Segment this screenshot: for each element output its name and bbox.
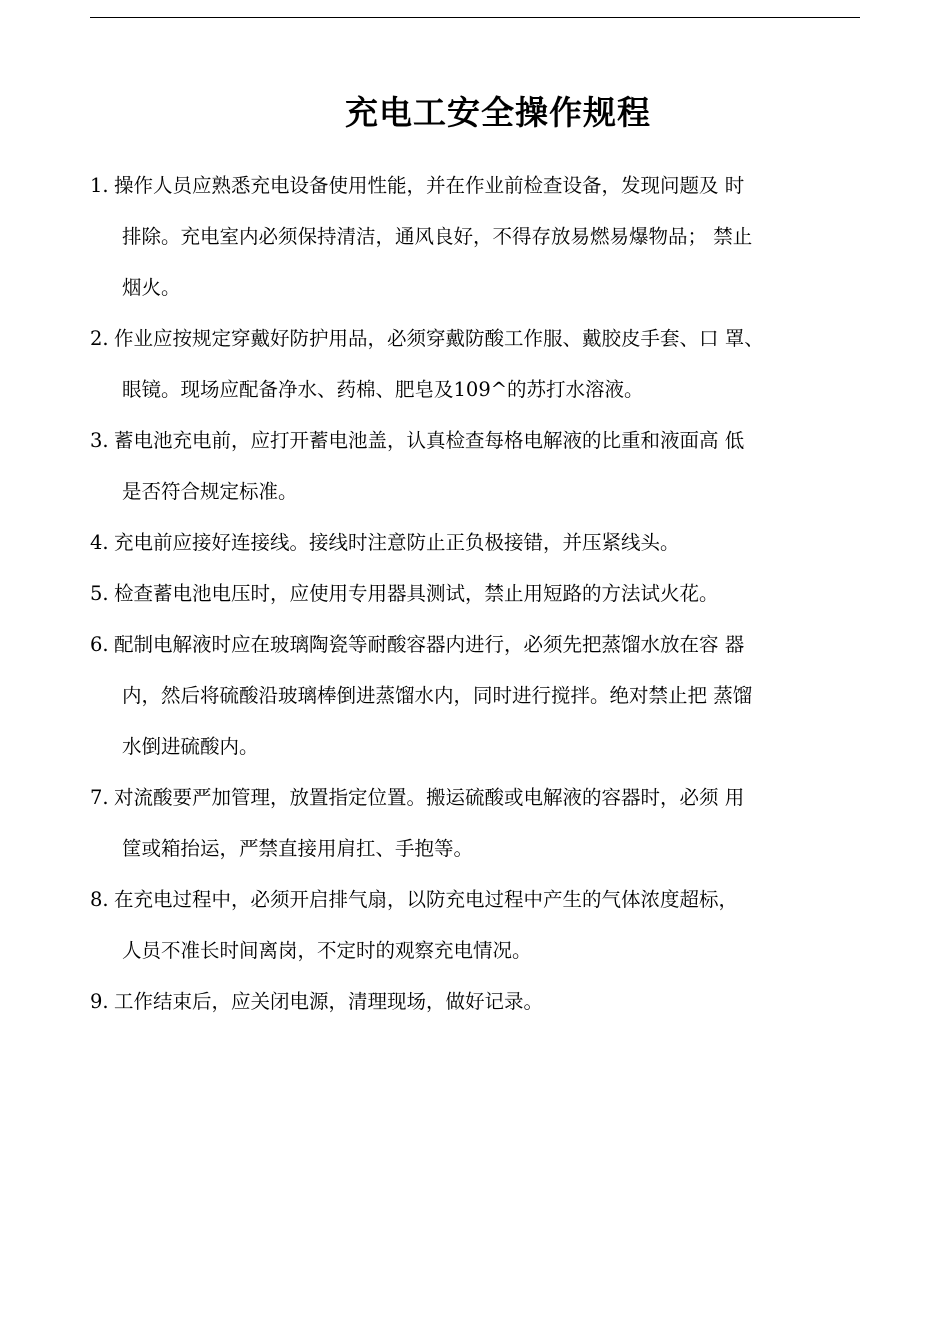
rule-text: 蓄电池充电前，应打开蓄电池盖，认真检查每格电解液的比重和液面高 低 xyxy=(114,429,745,452)
rule-item xyxy=(90,415,870,517)
rule-line: 烟火。 xyxy=(122,276,181,299)
rule-line xyxy=(90,517,870,568)
rule-line: 内，然后将硫酸沿玻璃棒倒进蒸馏水内，同时进行搅拌。绝对禁止把 蒸馏 xyxy=(122,684,753,707)
rule-line xyxy=(90,619,870,670)
rule-text: 工作结束后，应关闭电源，清理现场，做好记录。 xyxy=(114,990,544,1013)
rule-line: 人员不准长时间离岗，不定时的观察充电情况。 xyxy=(122,939,532,962)
rule-item xyxy=(90,160,870,313)
rule-text: 充电前应接好连接线。接线时注意防止正负极接错，并压紧线头。 xyxy=(114,531,680,554)
page-title: 充电工安全操作规程 xyxy=(345,93,651,132)
rule-item xyxy=(90,619,870,772)
rule-number: 7. xyxy=(90,786,109,809)
rule-line: 水倒进硫酸内。 xyxy=(122,735,259,758)
rules-list xyxy=(90,160,870,1027)
rule-text: 检查蓄电池电压时，应使用专用器具测试，禁止用短路的方法试火花。 xyxy=(114,582,719,605)
rule-text: 操作人员应熟悉充电设备使用性能，并在作业前检查设备，发现问题及 时 xyxy=(114,174,745,197)
rule-line xyxy=(90,160,870,211)
rule-text: 配制电解液时应在玻璃陶瓷等耐酸容器内进行，必须先把蒸馏水放在容 器 xyxy=(114,633,745,656)
rule-line xyxy=(90,772,870,823)
rule-number: 5. xyxy=(90,582,109,605)
rule-number: 1. xyxy=(90,174,109,197)
rule-item xyxy=(90,313,870,415)
rule-line: 筐或箱抬运，严禁直接用肩扛、手抱等。 xyxy=(122,837,474,860)
header-rule xyxy=(90,17,860,18)
rule-item xyxy=(90,772,870,874)
rule-number: 6. xyxy=(90,633,109,656)
rule-line xyxy=(90,415,870,466)
rule-number: 8. xyxy=(90,888,109,911)
rule-text: 对流酸要严加管理，放置指定位置。搬运硫酸或电解液的容器时，必须 用 xyxy=(114,786,745,809)
rule-number: 9. xyxy=(90,990,109,1013)
rule-item xyxy=(90,568,870,619)
rule-text: 在充电过程中，必须开启排气扇，以防充电过程中产生的气体浓度超标， xyxy=(114,888,739,911)
rule-item xyxy=(90,874,870,976)
rule-number: 2. xyxy=(90,327,109,350)
rule-line xyxy=(90,976,870,1027)
rule-number: 3. xyxy=(90,429,109,452)
rule-item xyxy=(90,517,870,568)
rule-line: 排除。充电室内必须保持清洁，通风良好，不得存放易燃易爆物品； 禁止 xyxy=(122,225,753,248)
rule-line: 眼镜。现场应配备净水、药棉、肥皂及109^的苏打水溶液。 xyxy=(122,378,644,401)
rule-text: 作业应按规定穿戴好防护用品，必须穿戴防酸工作服、戴胶皮手套、口 罩、 xyxy=(114,327,764,350)
rule-item xyxy=(90,976,870,1027)
rule-line xyxy=(90,874,870,925)
rule-line xyxy=(90,313,870,364)
rule-number: 4. xyxy=(90,531,109,554)
rule-line xyxy=(90,568,870,619)
rule-line: 是否符合规定标准。 xyxy=(122,480,298,503)
